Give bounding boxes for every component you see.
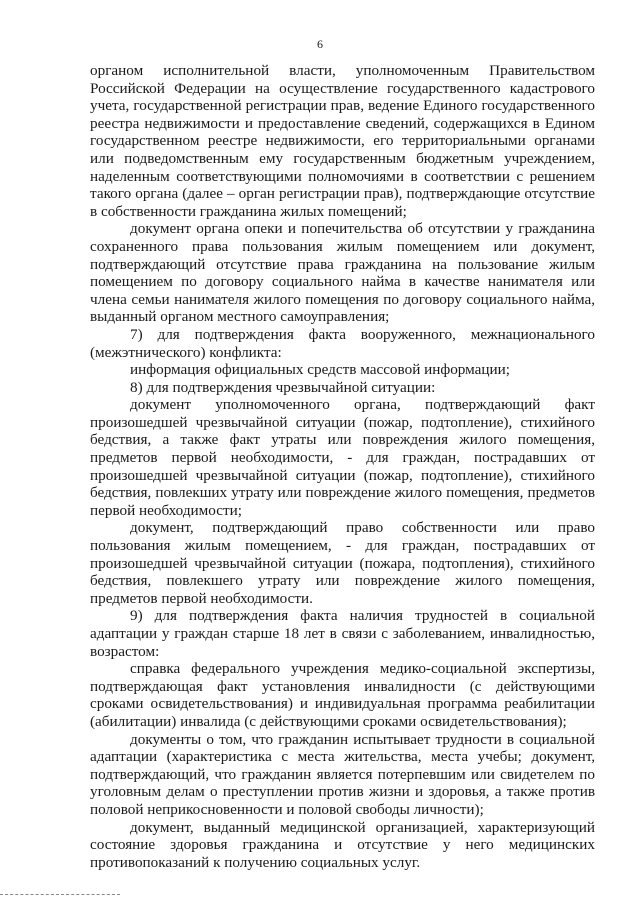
paragraph: документ, выданный медицинской организацией, характеризующий состояние здоровья гражданина и отсутствие у него медицинских противопоказаний к получению социальных услуг. xyxy=(90,818,595,871)
paragraph: 7) для подтверждения факта вооруженного, межнационального (межэтнического) конфликта: xyxy=(90,325,595,361)
page-number: 6 xyxy=(317,37,323,51)
paragraph: 9) для подтверждения факта наличия трудностей в социальной адаптации у граждан старше 18 лет в связи с заболеванием, инвалидностью, возрастом: xyxy=(90,607,595,660)
bottom-divider xyxy=(0,894,120,895)
paragraph: 8) для подтверждения чрезвычайной ситуации: xyxy=(130,378,436,396)
paragraph: документ органа опеки и попечительства об отсутствии у гражданина сохраненного права пользования жилым помещением или документ, подтверждающий отсутствие права гражданина на пользование жилым помещением по договору социального найма в качестве нанимателя или члена семьи нанимателя жилого помещения по договору социального найма, выданный органом местного самоуправления; xyxy=(90,220,595,326)
paragraph: справка федерального учреждения медико-социальной экспертизы, подтверждающая факт установления инвалидности (с действующими сроками освидетельствования) и индивидуальная программа реабилитации (абилитации) инвалида (с действующими сроками освидетельствования); xyxy=(90,660,595,730)
paragraph: органом исполнительной власти, уполномоченным Правительством Российской Федерации на осуществление государственного кадастрового учета, государственной регистрации прав, ведение Единого государственного реестра недвижимости и предоставление сведений, содержащихся в Едином государственном реестре недвижимости, его территориальными органами или подведомственным ему государственным бюджетным учреждением, наделенным соответствующими полномочиями в соответствии с решением такого органа (далее – орган регистрации прав), подтверждающие отсутствие в собственности гражданина жилых помещений; xyxy=(90,62,595,220)
paragraph: документ, подтверждающий право собственности или право пользования жилым помещением, - для граждан, пострадавших от произошедшей чрезвычайной ситуации (пожара, подтопления), стихийного бедствия, повлекшего утрату или повреждение жилого помещения, предметов первой необходимости. xyxy=(90,519,595,607)
paragraph: документ уполномоченного органа, подтверждающий факт произошедшей чрезвычайной ситуации (пожар, подтопление), стихийного бедствия, а также факт утраты или повреждения жилого помещения, предметов первой необходимости, - для граждан, пострадавших от произошедшей чрезвычайной ситуации (пожар, подтопление), стихийного бедствия, повлекших утрату или повреждение жилого помещения, предметов первой необходимости; xyxy=(90,396,595,519)
paragraph: информация официальных средств массовой информации; xyxy=(130,361,511,379)
document-body xyxy=(90,62,595,871)
paragraph: документы о том, что гражданин испытывает трудности в социальной адаптации (характеристика с места жительства, места учебы; документ, подтверждающий, что гражданин является потерпевшим или свидетелем по уголовным делам о преступлении против жизни и здоровья, а также против половой неприкосновенности и половой свободы личности); xyxy=(90,730,595,818)
